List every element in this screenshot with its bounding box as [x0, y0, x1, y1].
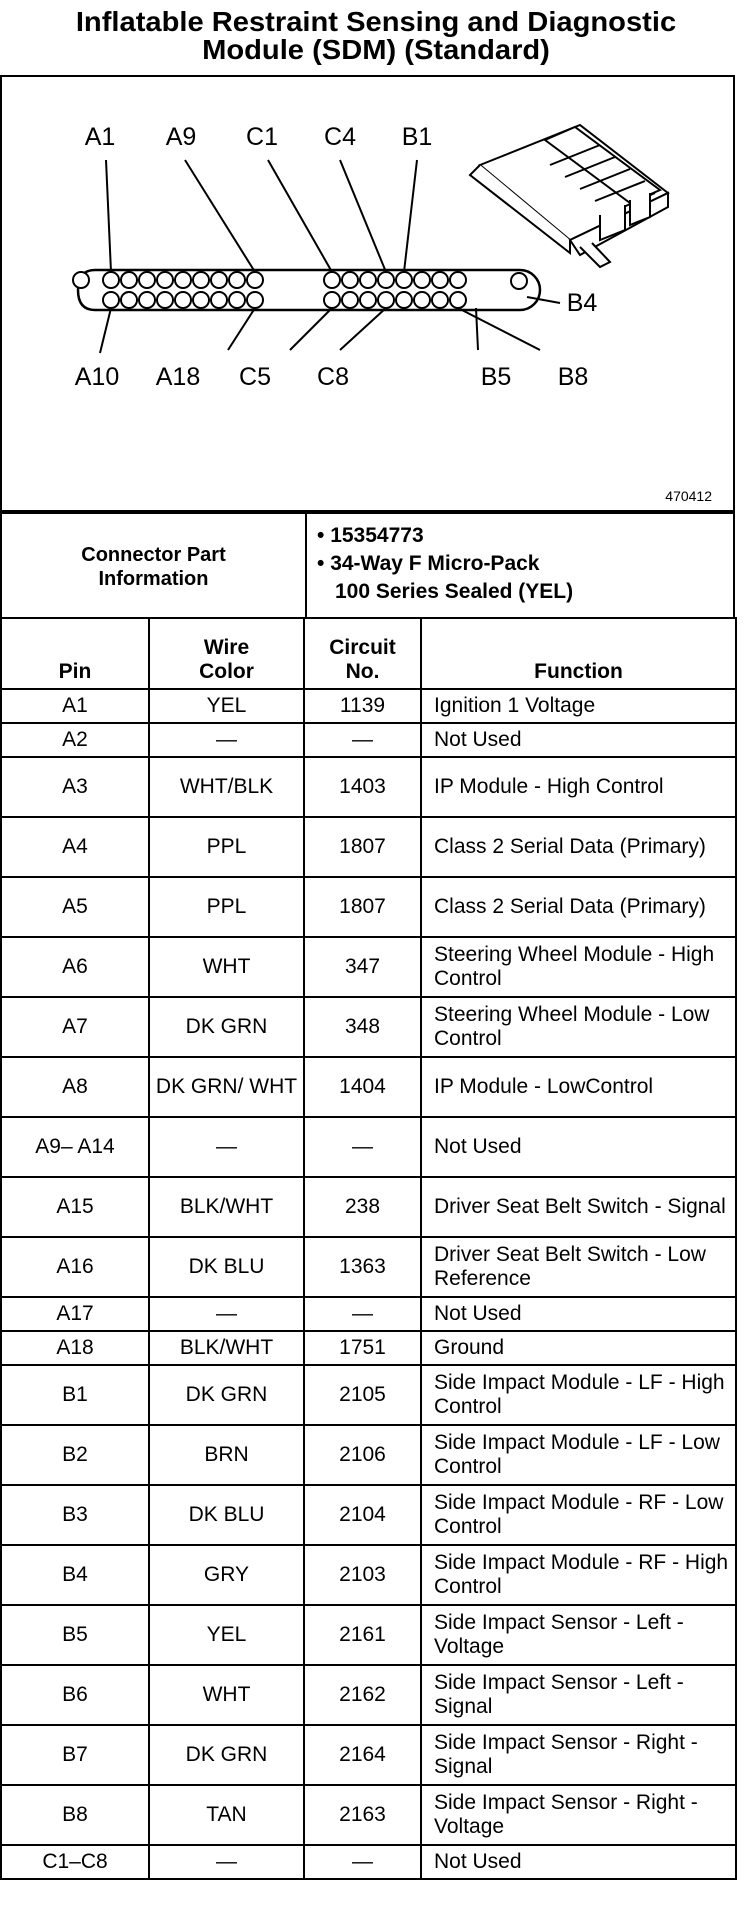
locator-right	[511, 273, 527, 289]
pin-cell: A15	[1, 1177, 149, 1237]
function-cell: Not Used	[421, 1845, 736, 1879]
pin-a-bottom	[247, 292, 263, 308]
pin-label-a1: A1	[84, 123, 116, 151]
pin-a-top	[211, 272, 227, 288]
pin-cell: A2	[1, 723, 149, 757]
pin-a-bottom	[139, 292, 155, 308]
pin-c-bottom	[360, 292, 376, 308]
pin-label-c5: C5	[239, 363, 271, 391]
circuit-cell: 1404	[304, 1057, 421, 1117]
pin-b-top	[432, 272, 448, 288]
pin-b-top	[450, 272, 466, 288]
function-cell: Ground	[421, 1331, 736, 1365]
circuit-cell: 2103	[304, 1545, 421, 1605]
function-cell: Side Impact Sensor - Right - Signal	[421, 1725, 736, 1785]
circuit-cell: 238	[304, 1177, 421, 1237]
wire-color-cell: —	[149, 723, 304, 757]
pin-label-b8: B8	[557, 363, 589, 391]
circuit-cell: 1363	[304, 1237, 421, 1297]
pin-a-top	[229, 272, 245, 288]
table-row	[1, 1845, 736, 1879]
function-cell: Class 2 Serial Data (Primary)	[421, 877, 736, 937]
pin-label-a9: A9	[165, 123, 197, 151]
table-row	[1, 689, 736, 723]
pin-label-b4: B4	[566, 289, 598, 317]
function-cell: Class 2 Serial Data (Primary)	[421, 817, 736, 877]
pin-c-bottom	[342, 292, 358, 308]
circuit-cell: 347	[304, 937, 421, 997]
wire-color-cell: DK BLU	[149, 1485, 304, 1545]
table-row	[1, 1237, 736, 1297]
pin-c-top	[324, 272, 340, 288]
pin-cell: B3	[1, 1485, 149, 1545]
circuit-cell: —	[304, 1117, 421, 1177]
function-cell: Side Impact Sensor - Left - Signal	[421, 1665, 736, 1725]
pin-cell: A6	[1, 937, 149, 997]
wire-color-cell: BLK/WHT	[149, 1177, 304, 1237]
function-cell: Steering Wheel Module - Low Control	[421, 997, 736, 1057]
table-row	[1, 1545, 736, 1605]
table-row	[1, 1297, 736, 1331]
pin-b-bottom	[414, 292, 430, 308]
header-wire-color: Wire Color	[149, 618, 304, 689]
pin-a-top	[175, 272, 191, 288]
wire-color-cell: GRY	[149, 1545, 304, 1605]
function-cell: Side Impact Sensor - Left - Voltage	[421, 1605, 736, 1665]
pin-c-top	[378, 272, 394, 288]
pin-a-top	[193, 272, 209, 288]
table-row	[1, 1665, 736, 1725]
connector-part-information	[0, 512, 735, 619]
pin-c-bottom	[324, 292, 340, 308]
wire-color-cell: WHT	[149, 937, 304, 997]
pin-cell: A9– A14	[1, 1117, 149, 1177]
table-row	[1, 1785, 736, 1845]
table-row	[1, 1117, 736, 1177]
pin-c-top	[342, 272, 358, 288]
circuit-cell: 1807	[304, 817, 421, 877]
pin-cell: B8	[1, 1785, 149, 1845]
pin-cell: B7	[1, 1725, 149, 1785]
circuit-cell: 348	[304, 997, 421, 1057]
circuit-cell: —	[304, 1845, 421, 1879]
pin-cell: A3	[1, 757, 149, 817]
header-circuit-no: Circuit No.	[304, 618, 421, 689]
table-row	[1, 757, 736, 817]
table-row	[1, 1331, 736, 1365]
title-line-1: Inflatable Restraint Sensing and Diagnostic	[75, 6, 677, 37]
pin-b-bottom	[396, 292, 412, 308]
wire-color-cell: YEL	[149, 689, 304, 723]
function-cell: Ignition 1 Voltage	[421, 689, 736, 723]
wire-color-cell: —	[149, 1297, 304, 1331]
wire-color-cell: DK GRN	[149, 997, 304, 1057]
table-row	[1, 937, 736, 997]
pin-a-bottom	[193, 292, 209, 308]
connector-info-heading-cell	[2, 514, 307, 619]
part-number-line: • 15354773	[317, 524, 424, 547]
header-pin: Pin	[1, 618, 149, 689]
pin-label-b5: B5	[480, 363, 512, 391]
wire-color-cell: —	[149, 1117, 304, 1177]
function-cell: Driver Seat Belt Switch - Signal	[421, 1177, 736, 1237]
table-row	[1, 1425, 736, 1485]
page-title	[0, 8, 752, 64]
circuit-cell: 2106	[304, 1425, 421, 1485]
circuit-cell: 2104	[304, 1485, 421, 1545]
pin-b-top	[414, 272, 430, 288]
table-row	[1, 1605, 736, 1665]
description-line-2: 100 Series Sealed (YEL)	[335, 580, 574, 603]
pin-cell: C1–C8	[1, 1845, 149, 1879]
pin-cell: A8	[1, 1057, 149, 1117]
wire-color-cell: WHT/BLK	[149, 757, 304, 817]
pin-label-c4: C4	[324, 123, 356, 151]
pin-cell: A17	[1, 1297, 149, 1331]
pin-a-top	[247, 272, 263, 288]
wire-color-cell: WHT	[149, 1665, 304, 1725]
circuit-cell: 1139	[304, 689, 421, 723]
circuit-cell: 2163	[304, 1785, 421, 1845]
wire-color-cell: DK GRN	[149, 1365, 304, 1425]
wire-color-cell: DK BLU	[149, 1237, 304, 1297]
pin-cell: B4	[1, 1545, 149, 1605]
table-row	[1, 1725, 736, 1785]
pin-cell: A5	[1, 877, 149, 937]
pinout-rows	[1, 689, 736, 1879]
table-row	[1, 1485, 736, 1545]
header-function: Function	[421, 618, 736, 689]
pin-b-bottom	[450, 292, 466, 308]
table-row	[1, 1057, 736, 1117]
circuit-cell: 1403	[304, 757, 421, 817]
function-cell: Driver Seat Belt Switch - Low Reference	[421, 1237, 736, 1297]
wire-color-cell: BLK/WHT	[149, 1331, 304, 1365]
title-line-2: Module (SDM) (Standard)	[202, 34, 550, 65]
table-row	[1, 817, 736, 877]
wire-color-cell: PPL	[149, 817, 304, 877]
circuit-cell: —	[304, 723, 421, 757]
pin-label-b1: B1	[401, 123, 433, 151]
wire-color-cell: TAN	[149, 1785, 304, 1845]
pin-label-c8: C8	[317, 363, 349, 391]
function-cell: Steering Wheel Module - High Control	[421, 937, 736, 997]
locator-left	[73, 272, 89, 288]
table-row	[1, 723, 736, 757]
pin-cell: B6	[1, 1665, 149, 1725]
circuit-cell: 1807	[304, 877, 421, 937]
table-row	[1, 877, 736, 937]
pin-label-a10: A10	[74, 363, 120, 391]
pinout-table	[0, 617, 737, 1880]
pin-a-bottom	[175, 292, 191, 308]
wire-color-cell: DK GRN/ WHT	[149, 1057, 304, 1117]
function-cell: IP Module - LowControl	[421, 1057, 736, 1117]
pin-label-c1: C1	[246, 123, 278, 151]
pin-a-bottom	[121, 292, 137, 308]
part-number: 15354773	[330, 524, 424, 547]
pin-a-bottom	[211, 292, 227, 308]
pin-cell: A7	[1, 997, 149, 1057]
wire-color-cell: BRN	[149, 1425, 304, 1485]
pin-c-top	[360, 272, 376, 288]
table-header-row	[1, 618, 736, 689]
function-cell: Not Used	[421, 723, 736, 757]
wire-color-cell: YEL	[149, 1605, 304, 1665]
function-cell: Not Used	[421, 1297, 736, 1331]
pin-a-top	[139, 272, 155, 288]
function-cell: Side Impact Module - LF - High Control	[421, 1365, 736, 1425]
circuit-cell: 2105	[304, 1365, 421, 1425]
wire-color-cell: —	[149, 1845, 304, 1879]
circuit-cell: 2162	[304, 1665, 421, 1725]
pin-a-top	[157, 272, 173, 288]
pin-a-top	[103, 272, 119, 288]
pin-cell: B2	[1, 1425, 149, 1485]
pin-c-bottom	[378, 292, 394, 308]
pin-a-bottom	[229, 292, 245, 308]
table-row	[1, 997, 736, 1057]
pin-b-top	[396, 272, 412, 288]
pin-a-top	[121, 272, 137, 288]
circuit-cell: 2164	[304, 1725, 421, 1785]
pin-cell: B5	[1, 1605, 149, 1665]
circuit-cell: —	[304, 1297, 421, 1331]
wire-color-cell: DK GRN	[149, 1725, 304, 1785]
pin-cell: A16	[1, 1237, 149, 1297]
function-cell: Side Impact Module - LF - Low Control	[421, 1425, 736, 1485]
table-row	[1, 1177, 736, 1237]
circuit-cell: 1751	[304, 1331, 421, 1365]
pin-a-bottom	[103, 292, 119, 308]
description-line-1: • 34-Way F Micro-Pack	[317, 552, 540, 575]
pin-label-a18: A18	[155, 363, 201, 391]
function-cell: IP Module - High Control	[421, 757, 736, 817]
wire-color-cell: PPL	[149, 877, 304, 937]
connector-diagram	[0, 75, 735, 512]
pin-cell: A18	[1, 1331, 149, 1365]
function-cell: Side Impact Sensor - Right - Voltage	[421, 1785, 736, 1845]
function-cell: Not Used	[421, 1117, 736, 1177]
connector-info-details	[317, 522, 573, 606]
pin-cell: A1	[1, 689, 149, 723]
pin-a-bottom	[157, 292, 173, 308]
figure-number: 470412	[665, 488, 712, 504]
function-cell: Side Impact Module - RF - High Control	[421, 1545, 736, 1605]
function-cell: Side Impact Module - RF - Low Control	[421, 1485, 736, 1545]
circuit-cell: 2161	[304, 1605, 421, 1665]
pin-cell: B1	[1, 1365, 149, 1425]
table-row	[1, 1365, 736, 1425]
pin-b-bottom	[432, 292, 448, 308]
pin-cell: A4	[1, 817, 149, 877]
connector-info-heading: Connector Part Information	[81, 543, 226, 590]
